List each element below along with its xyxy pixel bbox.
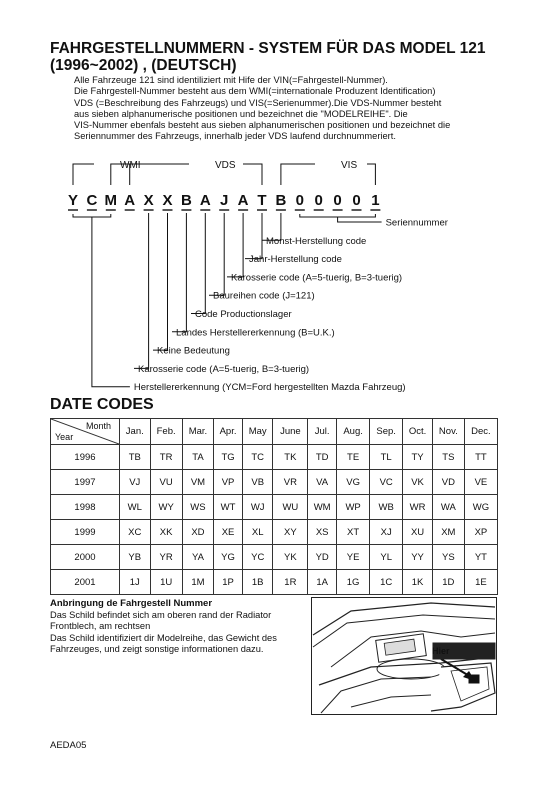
table-row — [51, 545, 498, 570]
date-code-cell: WB — [370, 495, 403, 520]
date-code-cell: XT — [337, 520, 370, 545]
date-code-cell: XL — [242, 520, 273, 545]
date-code-cell: XC — [120, 520, 151, 545]
vin-char: T — [257, 192, 267, 209]
date-code-cell: 1P — [214, 570, 243, 595]
date-code-cell: TA — [182, 445, 213, 470]
vin-char: X — [162, 192, 173, 209]
leader-line — [338, 217, 382, 222]
vin-char: C — [86, 192, 98, 209]
intro-line: Die Fahrgestell-Nummer besteht aus dem WMI(=internationale Produzent Identification) — [74, 86, 436, 97]
date-code-cell: 1C — [370, 570, 403, 595]
year-cell: 2001 — [51, 570, 120, 595]
table-row — [51, 470, 498, 495]
group-bracket-line — [73, 164, 94, 185]
vin-char: Y — [67, 192, 79, 209]
month-header: Dec. — [464, 419, 497, 445]
date-code-cell: YC — [242, 545, 273, 570]
date-code-cell: XS — [308, 520, 337, 545]
serial-bracket — [300, 214, 376, 217]
month-header: May — [242, 419, 273, 445]
date-code-cell: 1M — [182, 570, 213, 595]
date-code-cell: VP — [214, 470, 243, 495]
vin-char: 0 — [314, 192, 323, 209]
date-code-cell: XU — [403, 520, 433, 545]
date-code-cell: YR — [150, 545, 182, 570]
leader-line — [172, 213, 186, 332]
date-code-cell: TS — [432, 445, 464, 470]
vin-explanation: Code Productionslager — [195, 309, 292, 320]
vin-explanation: Monst-Herstellung code — [266, 235, 367, 247]
date-code-cell: YY — [403, 545, 433, 570]
month-header: Mar. — [182, 419, 213, 445]
leader-line — [191, 213, 205, 314]
date-code-cell: YT — [464, 545, 497, 570]
date-code-cell: TB — [120, 445, 151, 470]
mount-line: Fahrzeuges, und zeigt sonstige informationen dazu. — [50, 643, 264, 654]
mount-line: Frontblech, am rechtsen — [50, 621, 151, 632]
table-row — [51, 570, 498, 595]
date-code-cell: WM — [308, 495, 337, 520]
leader-line — [153, 213, 168, 350]
date-code-cell: WT — [214, 495, 243, 520]
vin-explanation: Keine Bedeutung — [157, 345, 230, 357]
date-code-cell: WS — [182, 495, 213, 520]
vin-char: A — [124, 192, 136, 209]
date-code-cell: 1D — [432, 570, 464, 595]
date-code-cell: WY — [150, 495, 182, 520]
year-cell: 1996 — [51, 445, 120, 470]
table-row — [51, 520, 498, 545]
date-code-cell: XJ — [370, 520, 403, 545]
date-code-cell: XP — [464, 520, 497, 545]
date-code-cell: VR — [273, 470, 308, 495]
month-header: Jul. — [308, 419, 337, 445]
date-code-cell: 1B — [242, 570, 273, 595]
date-code-cell: TY — [403, 445, 433, 470]
date-code-cell: YK — [273, 545, 308, 570]
date-code-cell: VE — [464, 470, 497, 495]
year-cell: 2000 — [51, 545, 120, 570]
leader-line — [227, 213, 243, 277]
table-header-row — [51, 419, 498, 445]
date-code-cell: VM — [182, 470, 213, 495]
date-code-cell: TG — [214, 445, 243, 470]
vin-char: 1 — [371, 192, 380, 209]
date-code-cell: VB — [242, 470, 273, 495]
date-code-cell: YA — [182, 545, 213, 570]
title-line-1: FAHRGESTELLNUMMERN - SYSTEM FÜR DAS MODEL 121 — [50, 40, 486, 57]
date-code-cell: YG — [214, 545, 243, 570]
group-bracket-line — [367, 164, 375, 185]
mount-line: Das Schild identifiziert dir Modelreihe, das Gewicht des — [50, 632, 277, 643]
mount-text — [50, 610, 308, 655]
callout-label: Hier — [432, 646, 450, 656]
wmi-bracket — [73, 214, 111, 217]
intro-line: Seriennummer des Fahrzeugs, innerhalb jeder VDS laufend durchnummeriert. — [74, 131, 396, 142]
date-code-cell: WL — [120, 495, 151, 520]
date-code-cell: VG — [337, 470, 370, 495]
leader-line — [245, 213, 262, 259]
vin-char: M — [104, 192, 118, 209]
group-label-vds: VDS — [215, 160, 236, 171]
month-header: Nov. — [432, 419, 464, 445]
date-code-cell: XE — [214, 520, 243, 545]
month-header: Jan. — [120, 419, 151, 445]
intro-line: Alle Fahrzeuge 121 sind identiliziert mit Hife der VIN(=Fahrgestell-Nummer). — [74, 75, 388, 85]
corner-month-label: Month — [85, 421, 111, 431]
leader-line — [209, 213, 224, 295]
page-footer-code: AEDA05 — [50, 740, 87, 751]
date-code-cell: 1G — [337, 570, 370, 595]
date-code-cell: VJ — [120, 470, 151, 495]
year-cell: 1998 — [51, 495, 120, 520]
date-code-cell: TR — [150, 445, 182, 470]
date-code-cell: WA — [432, 495, 464, 520]
date-code-cell: TT — [464, 445, 497, 470]
date-codes-title: DATE CODES — [50, 396, 154, 413]
date-code-cell: TL — [370, 445, 403, 470]
group-label-vis: VIS — [341, 160, 358, 171]
month-header: Sep. — [370, 419, 403, 445]
month-header: Feb. — [150, 419, 182, 445]
corner-cell — [51, 419, 120, 445]
intro-line: VIS-Nummer ebenfals besteht aus sieben alphanumerischen positionen und bezeichnet die — [74, 120, 451, 131]
date-code-cell: 1U — [150, 570, 182, 595]
corner-year-label: Year — [55, 432, 74, 442]
date-code-cell: YD — [308, 545, 337, 570]
date-code-cell: XD — [182, 520, 213, 545]
vin-explanation: Karosserie code (A=5-tuerig, B=3-tuerig) — [138, 363, 310, 375]
mount-line: Das Schild befindet sich am oberen rand der Radiator — [50, 610, 272, 620]
table-row — [51, 445, 498, 470]
date-code-cell: VU — [150, 470, 182, 495]
date-code-cell: WJ — [242, 495, 273, 520]
month-header: Oct. — [403, 419, 433, 445]
date-code-cell: 1A — [308, 570, 337, 595]
vin-char: J — [220, 192, 229, 209]
vin-char: 0 — [295, 192, 304, 209]
date-code-cell: WU — [273, 495, 308, 520]
leader-line — [134, 213, 149, 368]
vin-char: A — [199, 192, 211, 209]
month-header: Apr. — [214, 419, 243, 445]
vin-explanation: Herstellererkennung (YCM=Ford hergestellten Mazda Fahrzeug) — [133, 382, 406, 394]
vin-char: 0 — [333, 192, 342, 209]
date-code-cell: WR — [403, 495, 433, 520]
month-header: Aug. — [337, 419, 370, 445]
date-code-cell: 1R — [273, 570, 308, 595]
vin-char: B — [275, 192, 287, 209]
date-code-cell: TE — [337, 445, 370, 470]
date-code-cell: YE — [337, 545, 370, 570]
date-code-cell: TC — [242, 445, 273, 470]
table-row — [51, 495, 498, 520]
intro-line: aus sieben alphanumerische positionen und bezeichnet die "MODELREIHE". Die — [74, 108, 408, 119]
vin-explanation: Baureihen code (J=121) — [213, 290, 315, 302]
date-code-cell: XK — [150, 520, 182, 545]
intro-line: VDS (=Beschreibung des Fahrzeugs) und VIS(=Serienummer).Die VDS-Nummer besteht — [74, 97, 442, 108]
group-label-wmi: WMI — [120, 160, 141, 171]
year-cell: 1997 — [51, 470, 120, 495]
date-code-cell: XY — [273, 520, 308, 545]
date-code-cell: 1E — [464, 570, 497, 595]
vin-char: 0 — [352, 192, 361, 209]
date-code-cell: 1J — [120, 570, 151, 595]
mount-heading: Anbringung de Fahrgestell Nummer — [50, 598, 213, 609]
year-cell: 1999 — [51, 520, 120, 545]
vin-explanation: Jahr-Herstellung code — [249, 254, 342, 266]
date-code-cell: VA — [308, 470, 337, 495]
vin-explanation: Karosserie code (A=5-tuerig, B=3-tuerig) — [231, 272, 403, 284]
date-code-cell: XM — [432, 520, 464, 545]
group-bracket-line — [281, 164, 315, 185]
date-code-cell: WP — [337, 495, 370, 520]
date-code-cell: WG — [464, 495, 497, 520]
date-code-cell: VC — [370, 470, 403, 495]
vin-char: B — [180, 192, 192, 209]
vin-explanation: Seriennummer — [385, 217, 448, 229]
vin-explanation: Landes Herstellererkennung (B=U.K.) — [176, 327, 335, 339]
leader-line — [92, 217, 130, 387]
date-codes-table — [50, 418, 498, 595]
engine-bay-illustration — [311, 597, 497, 715]
date-code-cell: 1K — [403, 570, 433, 595]
title-line-2: (1996~2002) , (DEUTSCH) — [50, 57, 237, 74]
date-code-cell: VK — [403, 470, 433, 495]
date-code-cell: VD — [432, 470, 464, 495]
date-code-cell: TD — [308, 445, 337, 470]
vin-char: X — [143, 192, 154, 209]
date-code-cell: YL — [370, 545, 403, 570]
date-code-cell: YS — [432, 545, 464, 570]
date-code-cell: TK — [273, 445, 308, 470]
month-header: June — [273, 419, 308, 445]
vin-char: A — [237, 192, 249, 209]
date-code-cell: YB — [120, 545, 151, 570]
group-bracket-line — [243, 164, 262, 185]
